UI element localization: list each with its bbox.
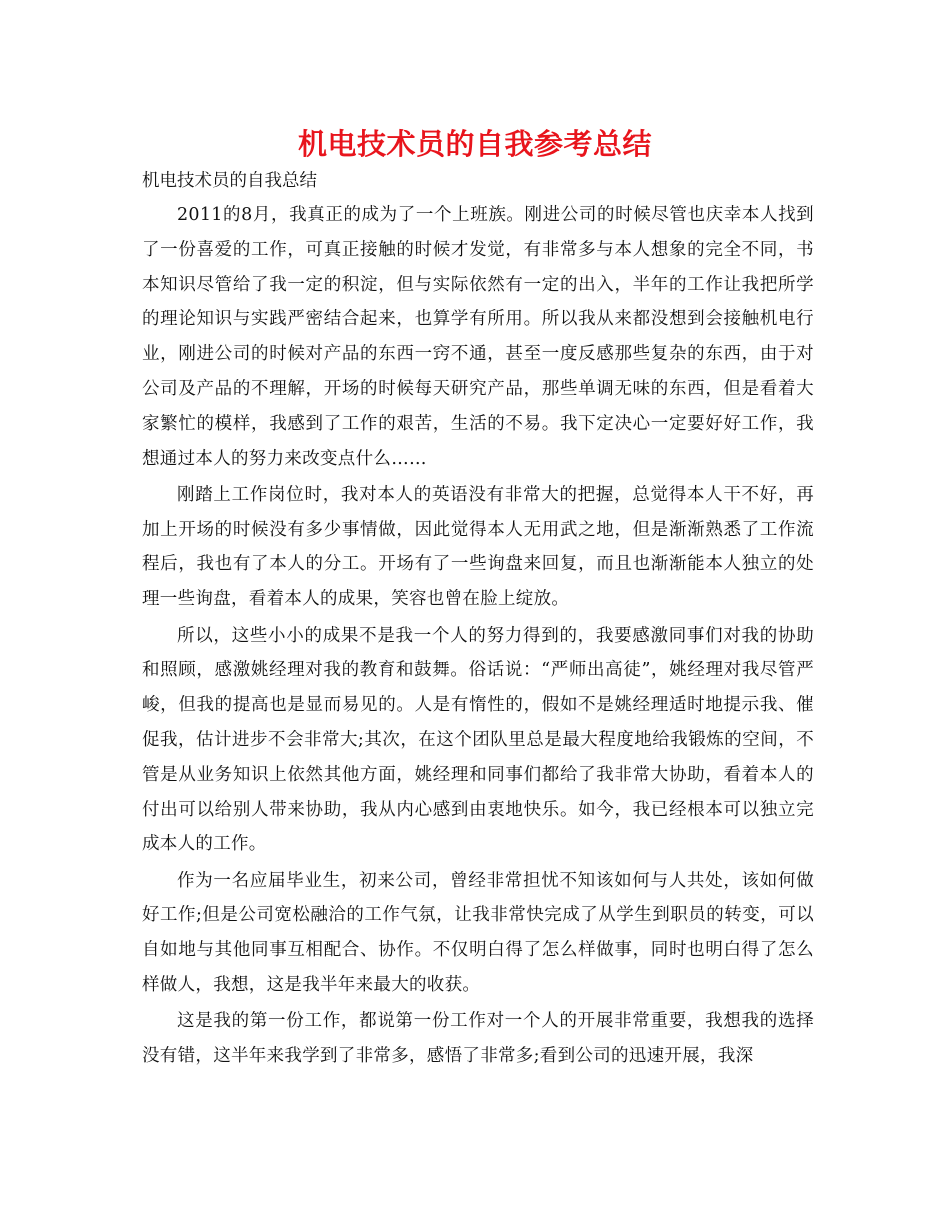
document-body [142,198,814,1075]
document-title: 机电技术员的自我参考总结 [297,127,652,161]
paragraph-2: 刚踏上工作岗位时，我对本人的英语没有非常大的把握，总觉得本人干不好，再加上开场的时候没有多少事情做，因此觉得本人无用武之地，但是渐渐熟悉了工作流程后，我也有了本人的分工。开场有了一些询盘来回复，而且也渐渐能本人独立的处理一些询盘，看着本人的成果，笑容也曾在脸上绽放。 [142,484,814,610]
paragraph-1: 2011的8月，我真正的成为了一个上班族。刚进公司的时候尽管也庆幸本人找到了一份喜爱的工作，可真正接触的时候才发觉，有非常多与本人想象的完全不同，书本知识尽管给了我一定的积淀，但与实际依然有一定的出入，半年的工作让我把所学的理论知识与实践严密结合起来，也算学有所用。所以我从来都没想到会接触机电行业，刚进公司的时候对产品的东西一窍不通，甚至一度反感那些复杂的东西，由于对公司及产品的不理解，开场的时候每天研究产品，那些单调无味的东西，但是看着大家繁忙的模样，我感到了工作的艰苦，生活的不易。我下定决心一定要好好工作，我想通过本人的努力来改变点什么…… [142,205,814,469]
paragraph-3: 所以，这些小小的成果不是我一个人的努力得到的，我要感激同事们对我的协助和照顾，感激姚经理对我的教育和鼓舞。俗话说：“严师出高徒”，姚经理对我尽管严峻，但我的提高也是显而易见的。人是有惰性的，假如不是姚经理适时地提示我、催促我，估计进步不会非常大;其次，在这个团队里总是最大程度地给我锻炼的空间，不管是从业务知识上依然其他方面，姚经理和同事们都给了我非常大协助，看着本人的付出可以给别人带来协助，我从内心感到由衷地快乐。如今，我已经根本可以独立完成本人的工作。 [142,625,814,855]
paragraph-4: 作为一名应届毕业生，初来公司，曾经非常担忧不知该如何与人共处，该如何做好工作;但是公司宽松融洽的工作气氛，让我非常快完成了从学生到职员的转变，可以自如地与其他同事互相配合、协作。不仅明白得了怎么样做事，同时也明白得了怎么样做人，我想，这是我半年来最大的收获。 [142,870,814,996]
document-subtitle: 机电技术员的自我总结 [142,171,317,191]
paragraph-5: 这是我的第一份工作，都说第一份工作对一个人的开展非常重要，我想我的选择没有错，这半年来我学到了非常多，感悟了非常多;看到公司的迅速开展，我深 [142,1011,814,1067]
